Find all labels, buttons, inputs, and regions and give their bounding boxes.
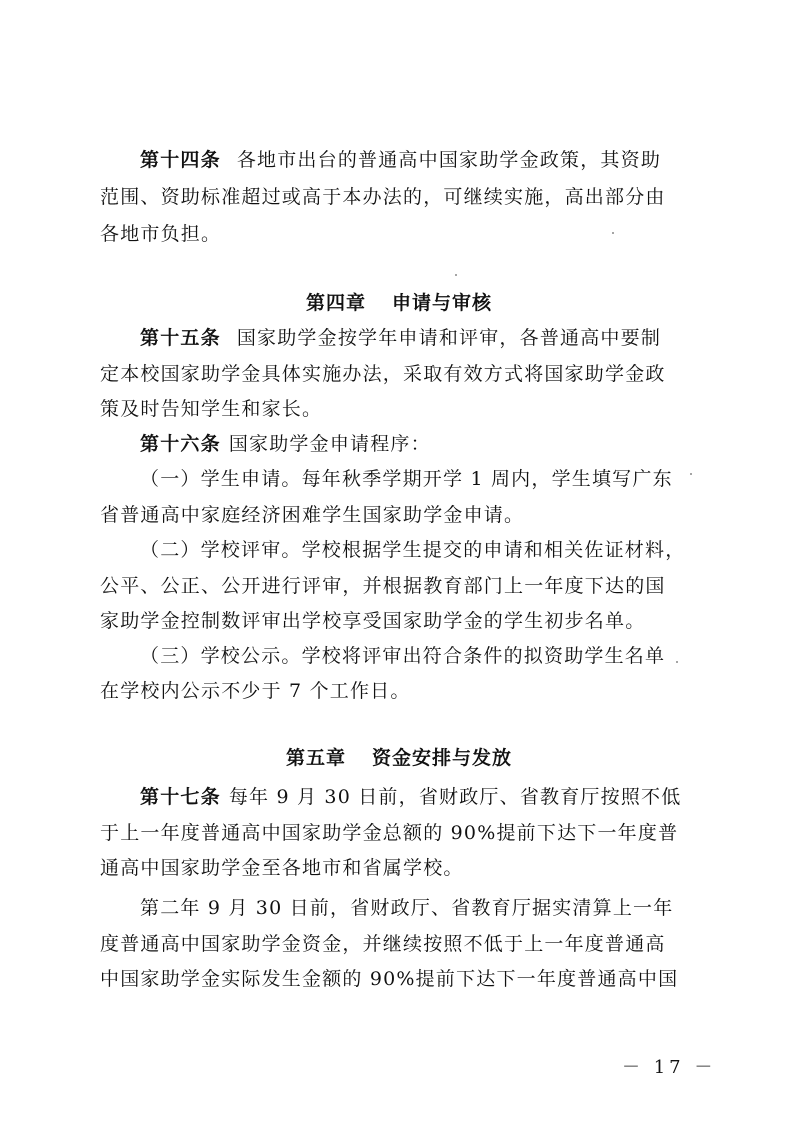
article-15-line-1: 第十五条 国家助学金按学年申请和评审，各普通高中要制 xyxy=(140,327,662,349)
scan-speck xyxy=(612,232,614,234)
article-16-item-3-line-2: 在学校内公示不少于 7 个工作日。 xyxy=(100,680,411,702)
article-16-item-1-line-1: （一）学生申请。每年秋季学期开学 1 周内，学生填写广东 xyxy=(140,468,673,490)
article-16-line-1: 第十六条 国家助学金申请程序： xyxy=(140,433,431,455)
article-14-line-3: 各地市负担。 xyxy=(100,223,222,245)
chapter-5-heading xyxy=(0,746,798,770)
article-15-line-3: 策及时告知学生和家长。 xyxy=(100,398,323,420)
chapter-5-title: 资金安排与发放 xyxy=(372,747,513,769)
article-17-para-2-line-1: 第二年 9 月 30 日前，省财政厅、省教育厅据实清算上一年 xyxy=(140,897,674,919)
article-17-line-2: 于上一年度普通高中国家助学金总额的 90%提前下达下一年度普 xyxy=(100,822,679,844)
article-17-line-1: 第十七条 每年 9 月 30 日前，省财政厅、省教育厅按照不低 xyxy=(140,786,682,808)
article-16-item-2-line-1: （二）学校评审。学校根据学生提交的申请和相关佐证材料， xyxy=(140,539,686,561)
article-14-line-2: 范围、资助标准超过或高于本办法的，可继续实施，高出部分由 xyxy=(100,186,666,208)
page-number: － 17 － xyxy=(622,1057,717,1078)
chapter-4-heading xyxy=(0,291,798,315)
article-14-line-1: 第十四条 各地市出台的普通高中国家助学金政策，其资助 xyxy=(140,149,662,171)
scan-speck xyxy=(455,274,457,276)
article-16-item-1-line-2: 省普通高中家庭经济困难学生国家助学金申请。 xyxy=(100,504,525,526)
article-17-para-2-line-2: 度普通高中国家助学金资金，并继续按照不低于上一年度普通高 xyxy=(100,933,666,955)
article-17-para-2-line-3: 中国家助学金实际发生金额的 90%提前下达下一年度普通高中国 xyxy=(100,968,679,990)
article-17-label: 第十七条 xyxy=(140,786,221,808)
article-15-label: 第十五条 xyxy=(140,327,221,349)
article-17-line-3: 通高中国家助学金至各地市和省属学校。 xyxy=(100,857,464,879)
article-15-line-2: 定本校国家助学金具体实施办法，采取有效方式将国家助学金政 xyxy=(100,363,666,385)
article-16-item-2-line-2: 公平、公正、公开进行评审，并根据教育部门上一年度下达的国 xyxy=(100,575,666,597)
chapter-4-number: 第四章 xyxy=(305,292,366,314)
scan-speck xyxy=(690,473,692,475)
scan-speck xyxy=(676,661,678,663)
chapter-4-title: 申请与审核 xyxy=(392,292,493,314)
article-16-label: 第十六条 xyxy=(140,433,221,455)
chapter-5-number: 第五章 xyxy=(285,747,346,769)
article-16-item-2-line-3: 家助学金控制数评审出学校享受国家助学金的学生初步名单。 xyxy=(100,610,646,632)
article-16-item-3-line-1: （三）学校公示。学校将评审出符合条件的拟资助学生名单 xyxy=(140,645,666,667)
article-14-label: 第十四条 xyxy=(140,149,221,171)
